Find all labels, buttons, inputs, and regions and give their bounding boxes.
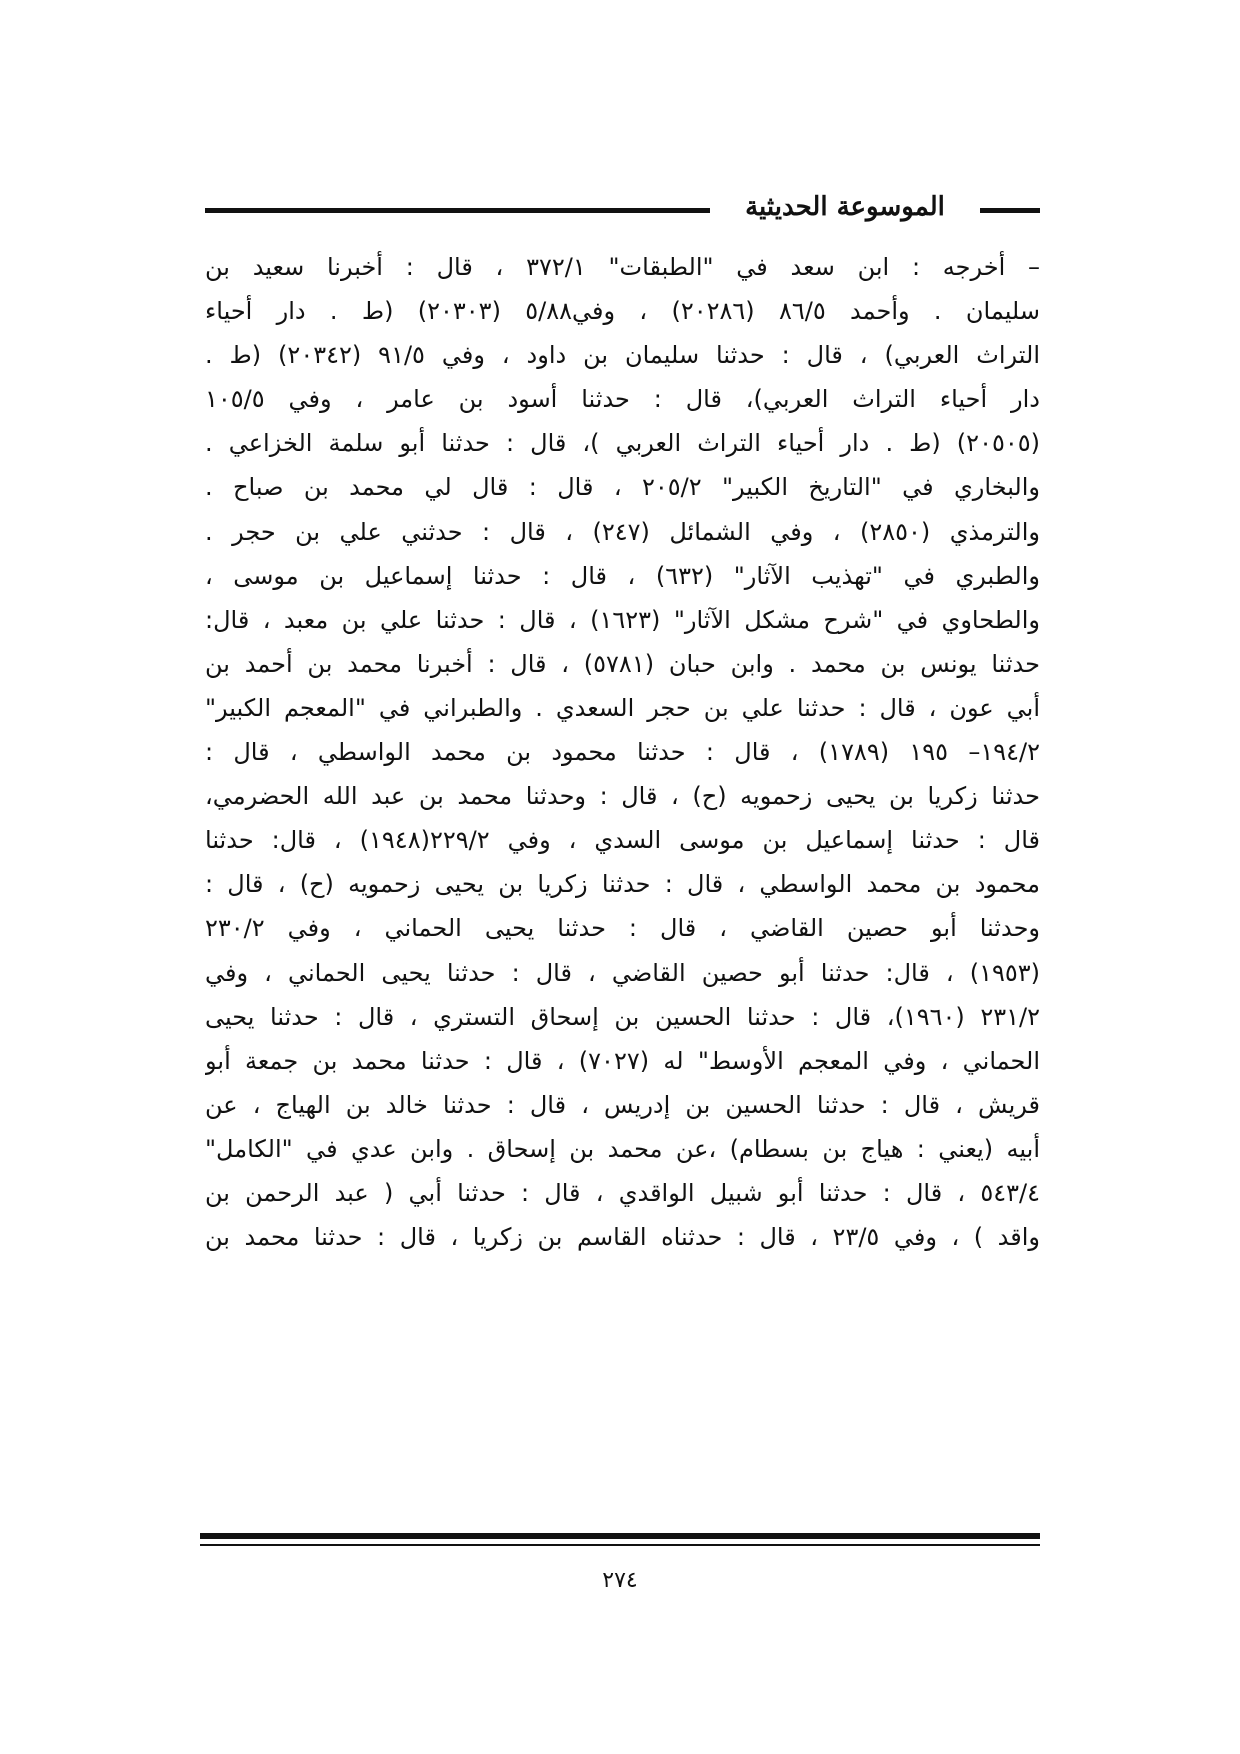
page-header xyxy=(205,188,1040,228)
text-line: أبي عون ، قال : حدثنا علي بن حجر السعدي . والطبراني في "المعجم الكبير" xyxy=(205,693,1040,722)
text-line: أبيه (يعني : هياج بن بسطام) ،عن محمد بن إسحاق . وابن عدي في "الكامل" xyxy=(205,1134,1040,1163)
text-line: (١٩٥٣) ، قال: حدثنا أبو حصين القاضي ، قال : حدثنا يحيى الحماني ، وفي xyxy=(205,958,1040,987)
text-line: ٥٤٣/٤ ، قال : حدثنا أبو شبيل الواقدي ، قال : حدثنا أبي ( عبد الرحمن بن xyxy=(205,1178,1040,1207)
text-line: ١٩٤/٢– ١٩٥ (١٧٨٩) ، قال : حدثنا محمود بن محمد الواسطي ، قال : xyxy=(205,738,1040,767)
text-line: ٢٣١/٢ (١٩٦٠)، قال : حدثنا الحسين بن إسحاق التستري ، قال : حدثنا يحيى xyxy=(205,1002,1040,1031)
text-line: دار أحياء التراث العربي)، قال : حدثنا أسود بن عامر ، وفي ١٠٥/٥ xyxy=(205,385,1040,414)
body-text xyxy=(205,245,1040,1505)
text-line: والطبري في "تهذيب الآثار" (٦٣٢) ، قال : حدثنا إسماعيل بن موسى ، xyxy=(205,561,1040,590)
header-rule-left xyxy=(205,208,710,213)
text-line: حدثنا يونس بن محمد . وابن حبان (٥٧٨١) ، قال : أخبرنا محمد بن أحمد بن xyxy=(205,649,1040,678)
text-line: محمود بن محمد الواسطي ، قال : حدثنا زكريا بن يحيى زحمويه (ح) ، قال : xyxy=(205,870,1040,899)
text-line: قال : حدثنا إسماعيل بن موسى السدي ، وفي ٢٢٩/٢(١٩٤٨) ، قال: حدثنا xyxy=(205,826,1040,855)
footer-rule-thick xyxy=(200,1533,1040,1539)
text-line: التراث العربي) ، قال : حدثنا سليمان بن داود ، وفي ٩١/٥ (٢٠٣٤٢) (ط . xyxy=(205,341,1040,370)
text-line: والترمذي (٢٨٥٠) ، وفي الشمائل (٢٤٧) ، قال : حدثني علي بن حجر . xyxy=(205,517,1040,546)
text-line: والبخاري في "التاريخ الكبير" ٢٠٥/٢ ، قال : قال لي محمد بن صباح . xyxy=(205,473,1040,502)
text-line: والطحاوي في "شرح مشكل الآثار" (١٦٢٣) ، قال : حدثنا علي بن معبد ، قال: xyxy=(205,605,1040,634)
footer-rule-thin xyxy=(200,1544,1040,1546)
page-number: ٢٧٤ xyxy=(602,1568,638,1593)
text-line: وحدثنا أبو حصين القاضي ، قال : حدثنا يحيى الحماني ، وفي ٢٣٠/٢ xyxy=(205,914,1040,943)
text-line: واقد ) ، وفي ٢٣/٥ ، قال : حدثناه القاسم بن زكريا ، قال : حدثنا محمد بن xyxy=(205,1223,1040,1252)
header-rule-right xyxy=(980,208,1040,213)
page-title: الموسوعة الحديثية xyxy=(745,192,945,222)
text-line: – أخرجه : ابن سعد في "الطبقات" ٣٧٢/١ ، قال : أخبرنا سعيد بن xyxy=(205,253,1040,281)
text-line: الحماني ، وفي المعجم الأوسط" له (٧٠٢٧) ، قال : حدثنا محمد بن جمعة أبو xyxy=(205,1046,1040,1075)
text-line: (٢٠٥٠٥) (ط . دار أحياء التراث العربي )، قال : حدثنا أبو سلمة الخزاعي . xyxy=(205,429,1040,458)
text-line: حدثنا زكريا بن يحيى زحمويه (ح) ، قال : وحدثنا محمد بن عبد الله الحضرمي، xyxy=(205,782,1040,811)
text-line: قريش ، قال : حدثنا الحسين بن إدريس ، قال : حدثنا خالد بن الهياج ، عن xyxy=(205,1090,1040,1119)
text-line: سليمان . وأحمد ٨٦/٥ (٢٠٢٨٦) ، وفي٥/٨٨ (٢٠٣٠٣) (ط . دار أحياء xyxy=(205,297,1040,326)
